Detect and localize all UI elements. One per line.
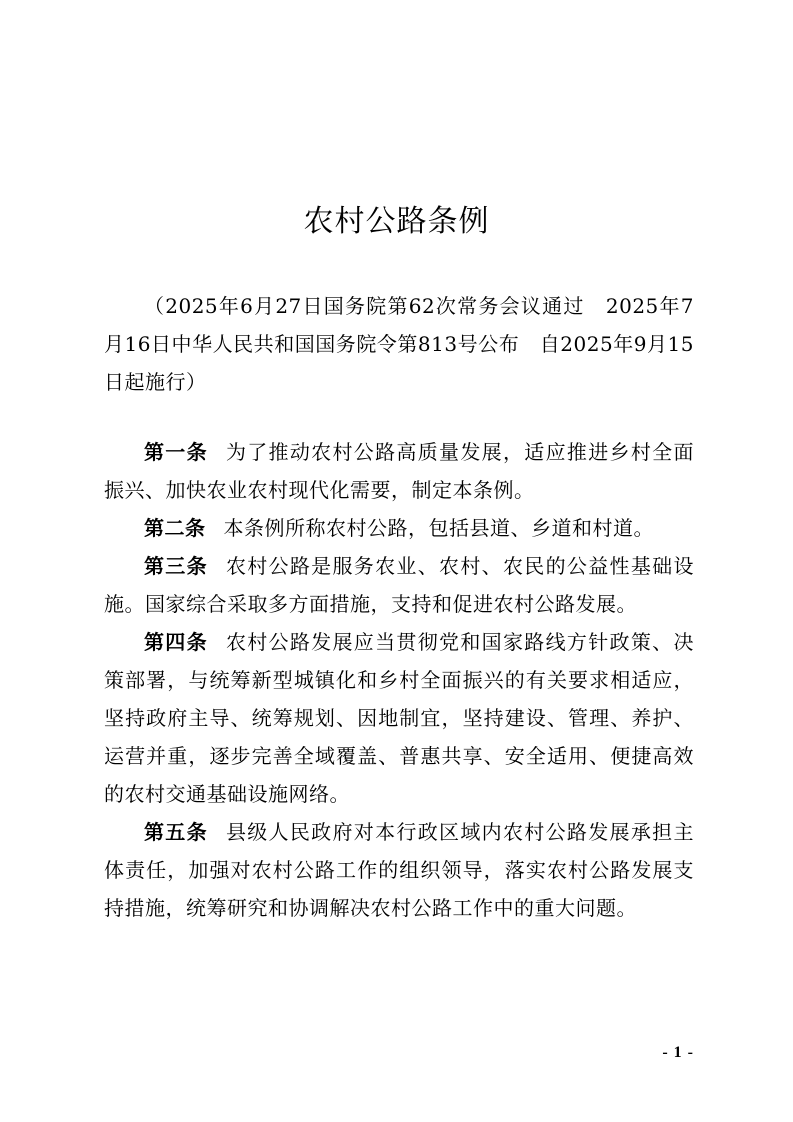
article-number: 第四条 (144, 630, 208, 654)
article-1 (104, 433, 694, 509)
article-number: 第一条 (144, 440, 208, 464)
article-text: 农村公路发展应当贯彻党和国家路线方针政策、决策部署，与统筹新型城镇化和乡村全面振兴的有关要求相适应，坚持政府主导、统筹规划、因地制宜，坚持建设、管理、养护、运营并重，逐步完善全域覆盖、普惠共享、安全适用、便捷高效的农村交通基础设施网络。 (104, 630, 694, 806)
article-2 (104, 509, 694, 547)
article-5 (104, 813, 694, 927)
document-title: 农村公路条例 (303, 204, 490, 240)
adoption-note: （2025年6月27日国务院第62次常务会议通过 2025年7月16日中华人民共和国国务院令第813号公布 自2025年9月15日起施行） (104, 294, 694, 394)
article-text: 县级人民政府对本行政区域内农村公路发展承担主体责任，加强对农村公路工作的组织领导，落实农村公路发展支持措施，统筹研究和协调解决农村公路工作中的重大问题。 (104, 820, 694, 920)
article-list (104, 433, 694, 927)
article-number: 第二条 (144, 516, 206, 540)
article-text: 为了推动农村公路高质量发展，适应推进乡村全面振兴、加快农业农村现代化需要，制定本条例。 (104, 440, 694, 502)
page-number: - 1 - (662, 1044, 694, 1061)
article-4 (104, 623, 694, 813)
article-text: 本条例所称农村公路，包括县道、乡道和村道。 (223, 516, 654, 540)
article-3 (104, 547, 694, 623)
article-text: 农村公路是服务农业、农村、农民的公益性基础设施。国家综合采取多方面措施，支持和促进农村公路发展。 (104, 554, 694, 616)
article-number: 第五条 (144, 820, 208, 844)
article-number: 第三条 (144, 554, 208, 578)
